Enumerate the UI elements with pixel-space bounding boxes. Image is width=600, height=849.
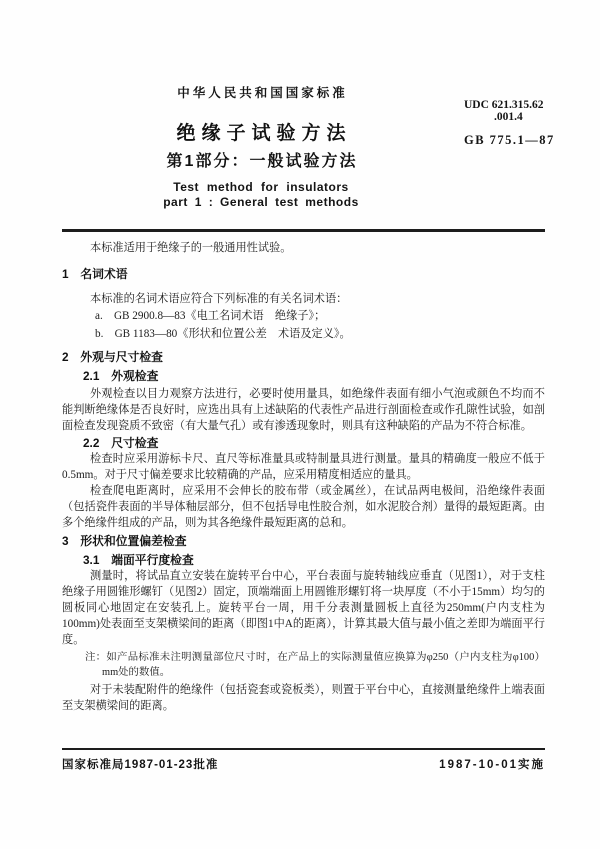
- footer-divider: [62, 748, 545, 750]
- appearance-check-paragraph: 外观检查以目力观察方法进行，必要时使用量具，如绝缘件表面有细小气泡或颜色不均而不能判断绝缘体是否良好时，应选出具有上述缺陷的代表性产品进行剖面检查或作孔隙性试验，如剖面检查发现瓷质不致密（有大量气孔）或有渗透现象时，则具有这种缺陷的产品为不符合标准。: [62, 388, 545, 432]
- unassembled-insulator-paragraph: 对于未装配附件的绝缘件（包括瓷套或瓷板类），则置于平台中心，直接测量绝缘件上端表面至支架横梁间的距离。: [62, 684, 545, 712]
- header-divider: [62, 229, 545, 232]
- terms-intro-paragraph: 本标准的名词术语应符合下列标准的有关名词术语：: [90, 293, 348, 305]
- udc-line1: UDC 621.315.62: [464, 99, 544, 111]
- measurement-note: 注：如产品标准未注明测量部位尺寸时，在产品上的实际测量值应换算为φ250（户内支柱为φ100）mm处的数值。: [85, 652, 545, 678]
- national-standard-label: 中华人民共和国国家标准: [177, 86, 348, 100]
- document-title-cn: 绝缘子试验方法: [176, 123, 352, 144]
- parallelism-check-paragraph: 测量时，将试品直立安装在旋转平台中心，平台表面与旋转轴线应垂直（见图1），对于支柱绝缘子用圆锥形螺钉（见图2）固定，顶端端面上用圆锥形螺钉将一块厚度（不小于15mm）均匀的圆板同心地固定在安装孔上。旋转平台一周，用千分表测量圆板上直径为250mm(户内支柱为100mm)处表面至支架横梁间的距离（即图1中A的距离），计算其最大值与最小值之差即为端面平行度。: [62, 570, 545, 646]
- dimension-check-paragraph: 检查时应采用游标卡尺、直尺等标准量具或特制量具进行测量。量具的精确度一般应不低于0.5mm。对于尺寸偏差要求比较精确的产品，应采用精度相适应的量具。: [62, 453, 545, 481]
- term-reference-a: a. GB 2900.8—83《电工名词术语 绝缘子》；: [95, 310, 326, 322]
- section-1-heading: 1 名词术语: [62, 267, 128, 281]
- standard-code: GB 775.1—87: [464, 133, 555, 147]
- section-3-1-heading: 3.1 端面平行度检查: [83, 553, 194, 567]
- creepage-distance-paragraph: 检查爬电距离时，应采用不会伸长的胶布带（或金属丝），在试品两电极间，沿绝缘件表面（包括瓷件表面的半导体釉层部分，但不包括导电性胶合剂，如水泥胶合剂）量得的最短距离。由多个绝缘件组成的产品，则为其各绝缘件最短距离的总和。: [62, 485, 545, 529]
- document-footer: [62, 756, 545, 772]
- section-2-heading: 2 外观与尺寸检查: [62, 350, 163, 364]
- document-subtitle-en: part 1 : General test methods: [163, 195, 359, 209]
- approval-date: 国家标准局1987-01-23批准: [62, 759, 219, 771]
- intro-paragraph: 本标准适用于绝缘子的一般通用性试验。: [90, 242, 292, 254]
- document-body: [62, 240, 545, 714]
- section-2-1-heading: 2.1 外观检查: [83, 369, 159, 383]
- udc-line2: .001.4: [494, 111, 523, 123]
- section-2-2-heading: 2.2 尺寸检查: [83, 436, 159, 450]
- section-3-heading: 3 形状和位置偏差检查: [62, 534, 187, 548]
- document-title-en: Test method for insulators: [173, 180, 349, 194]
- implementation-date: 1987-10-01实施: [439, 759, 545, 771]
- term-reference-b: b. GB 1183—80《形状和位置公差 术语及定义》。: [95, 328, 351, 340]
- document-subtitle-cn: 第1部分：一般试验方法: [166, 153, 358, 170]
